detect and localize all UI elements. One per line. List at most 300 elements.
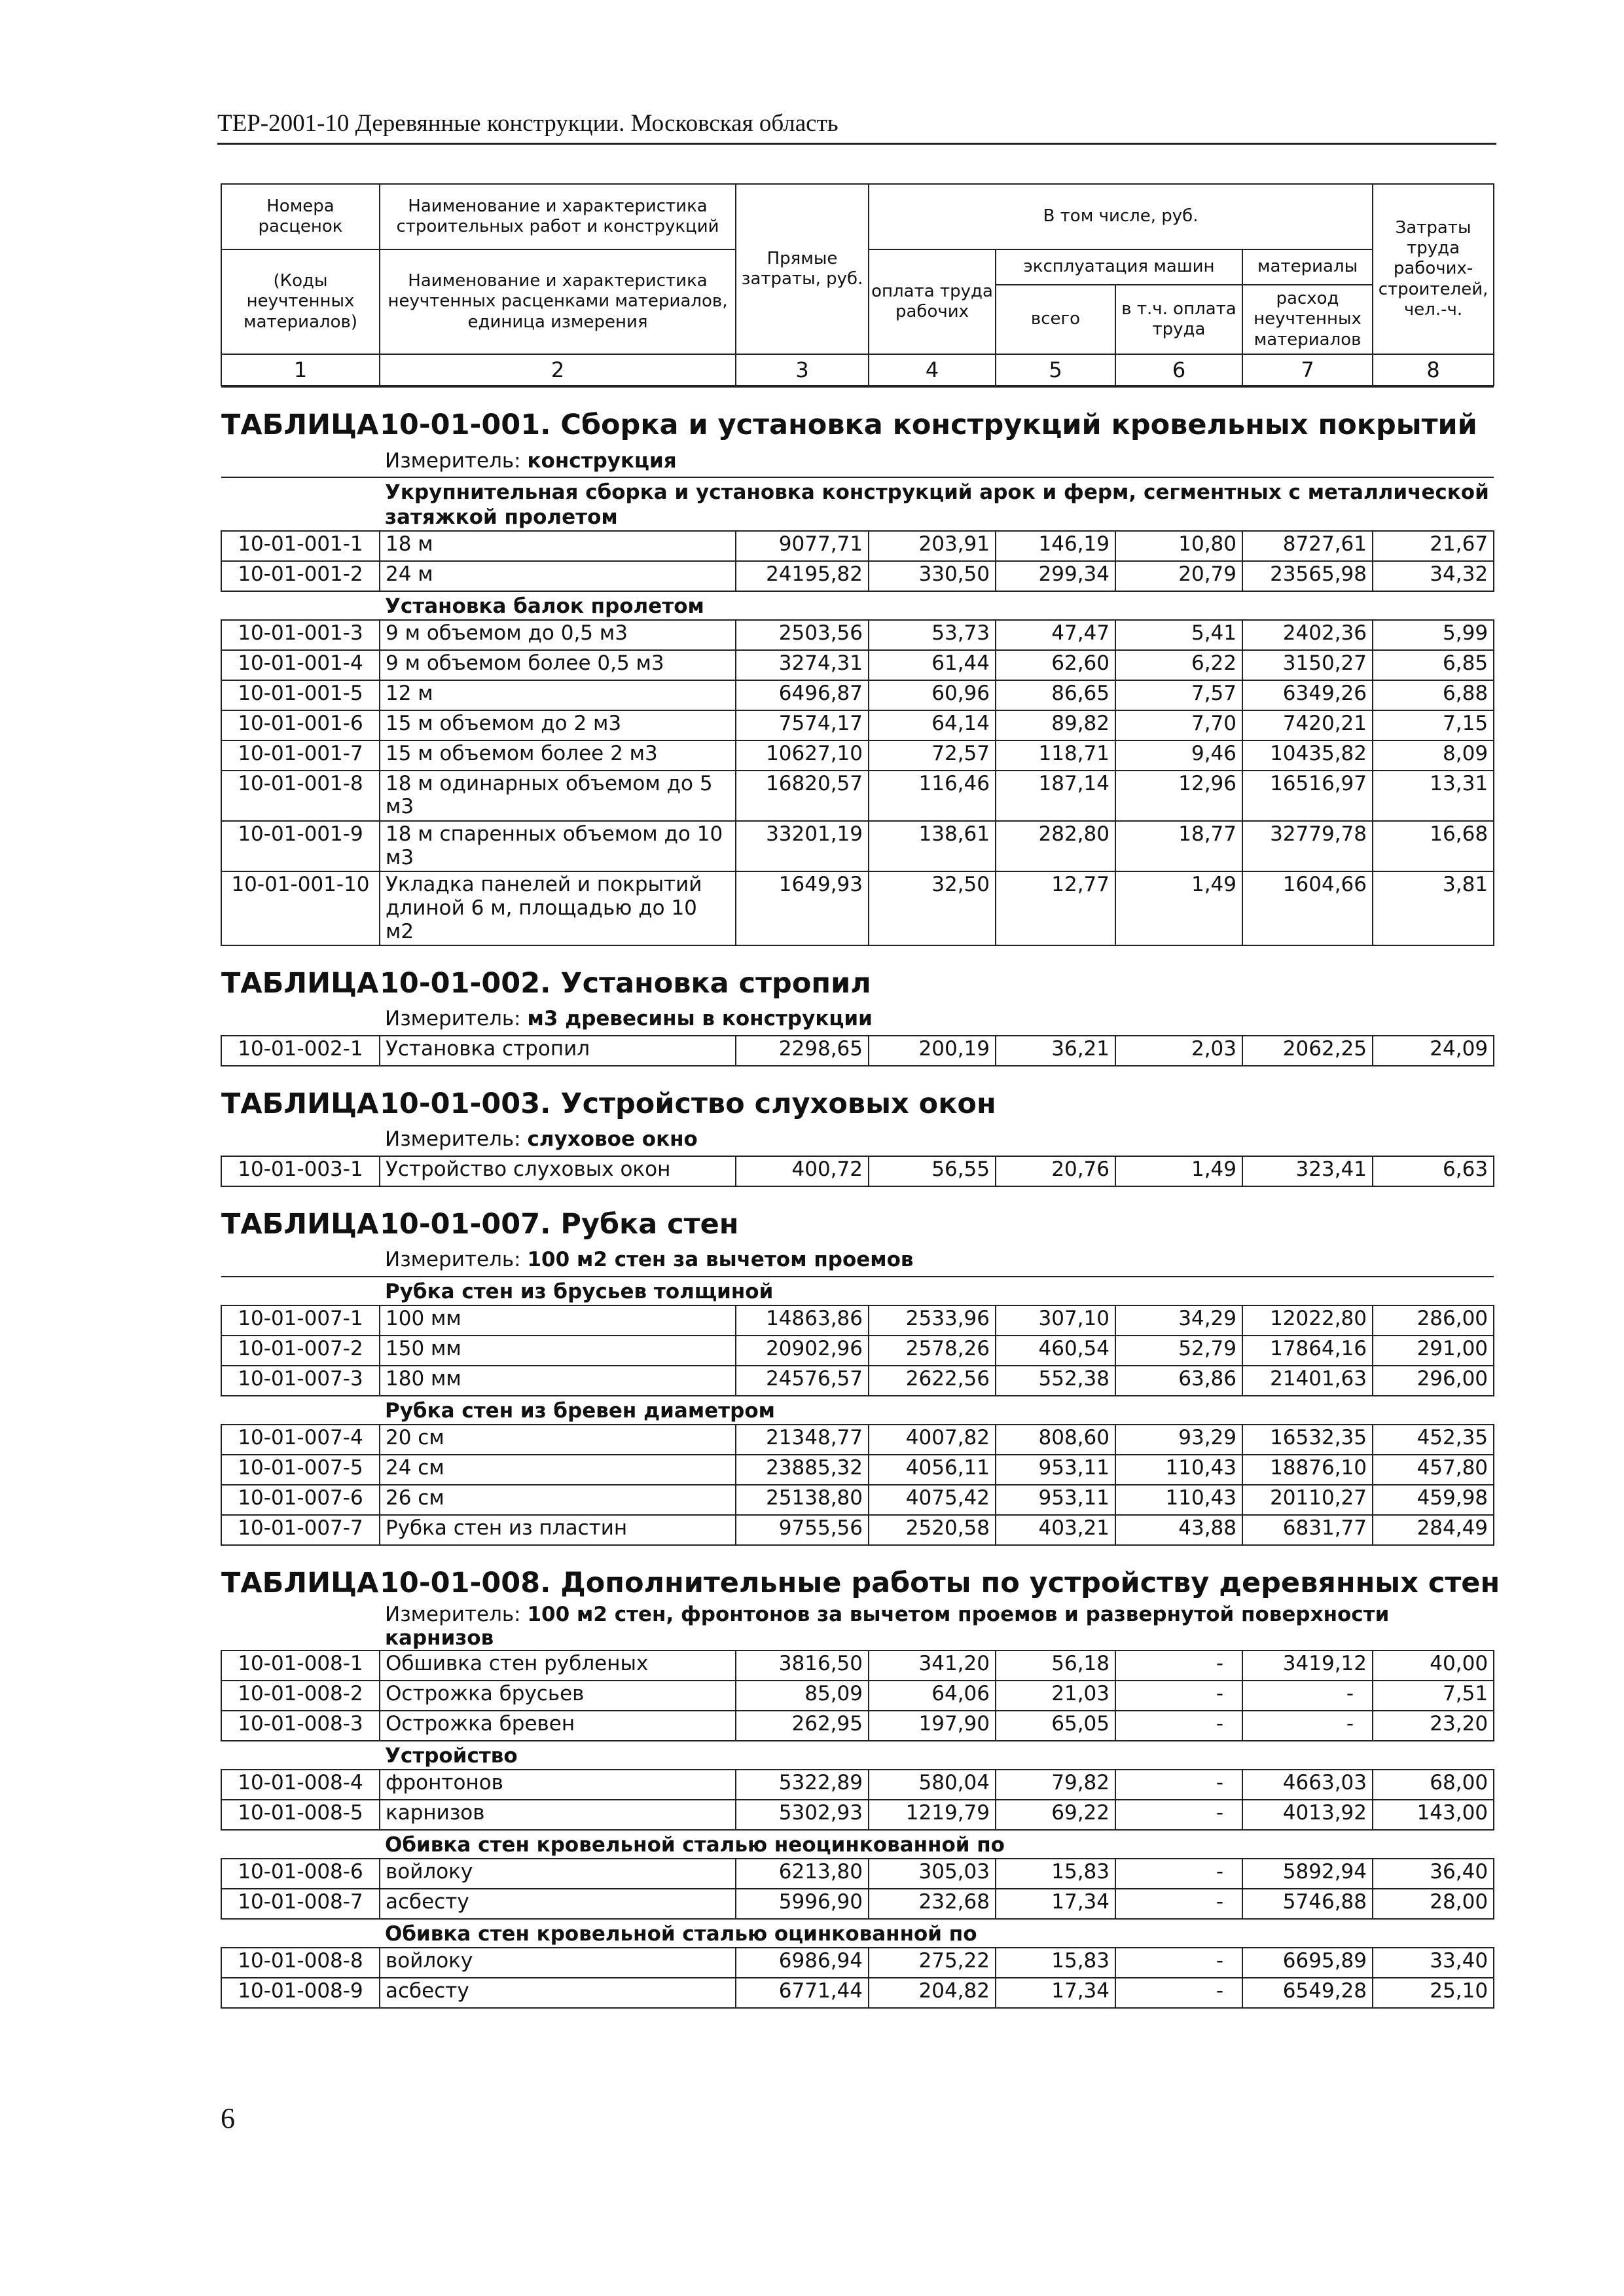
table-title-row — [221, 1066, 1494, 1124]
machines-total: 307,10 — [996, 1305, 1115, 1336]
table-row — [221, 1336, 1494, 1366]
col-number: 5 — [996, 354, 1115, 386]
wages: 2578,26 — [869, 1336, 996, 1366]
unit-label: Измеритель: — [385, 1007, 521, 1031]
price-body — [221, 386, 1500, 2008]
labor-costs: 284,49 — [1373, 1515, 1494, 1545]
rate-code: 10-01-008-6 — [221, 1859, 380, 1889]
work-description: Острожка бревен — [380, 1711, 736, 1741]
machines-wages: 2,03 — [1115, 1036, 1242, 1066]
work-description: войлоку — [380, 1948, 736, 1978]
table-row — [221, 1770, 1494, 1800]
table-title-row — [221, 945, 1494, 1004]
work-description: 18 м — [380, 531, 736, 561]
machines-total: 69,22 — [996, 1800, 1115, 1830]
wages: 60,96 — [869, 680, 996, 710]
table-row — [221, 1650, 1494, 1681]
labor-costs: 457,80 — [1373, 1455, 1494, 1485]
labor-costs: 291,00 — [1373, 1336, 1494, 1366]
work-description: 180 мм — [380, 1366, 736, 1396]
unit-value: слуховое окно — [527, 1127, 698, 1152]
rate-code: 10-01-007-2 — [221, 1336, 380, 1366]
work-description: фронтонов — [380, 1770, 736, 1800]
machines-wages: - — [1115, 1650, 1242, 1681]
direct-costs: 9755,56 — [736, 1515, 869, 1545]
work-description: 15 м объемом до 2 м3 — [380, 710, 736, 740]
materials: 23565,98 — [1242, 561, 1373, 591]
table-row — [221, 710, 1494, 740]
machines-total: 20,76 — [996, 1156, 1115, 1186]
direct-costs: 1649,93 — [736, 871, 869, 945]
rate-code: 10-01-002-1 — [221, 1036, 380, 1066]
labor-costs: 24,09 — [1373, 1036, 1494, 1066]
wages: 64,14 — [869, 710, 996, 740]
machines-wages: 10,80 — [1115, 531, 1242, 561]
table-row — [221, 1305, 1494, 1336]
table-title — [221, 1088, 1494, 1124]
labor-costs: 36,40 — [1373, 1859, 1494, 1889]
group-title-row — [221, 1830, 1494, 1859]
rate-code: 10-01-001-8 — [221, 771, 380, 821]
page-number: 6 — [221, 2102, 235, 2134]
col-number: 3 — [736, 354, 869, 386]
machines-wages: 18,77 — [1115, 821, 1242, 871]
machines-total: 118,71 — [996, 740, 1115, 771]
direct-costs: 5322,89 — [736, 1770, 869, 1800]
group-title: Обивка стен кровельной сталью неоцинкованной по — [221, 1830, 1494, 1859]
machines-wages: 34,29 — [1115, 1305, 1242, 1336]
wages: 200,19 — [869, 1036, 996, 1066]
work-description: 12 м — [380, 680, 736, 710]
wages: 138,61 — [869, 821, 996, 871]
table-row — [221, 1485, 1494, 1515]
header-codes: Номера расценок — [221, 184, 380, 249]
labor-costs: 13,31 — [1373, 771, 1494, 821]
col-number: 4 — [869, 354, 996, 386]
direct-costs: 6986,94 — [736, 1948, 869, 1978]
unit-row — [221, 1124, 1494, 1156]
direct-costs: 2503,56 — [736, 620, 869, 650]
table-row — [221, 1156, 1494, 1186]
machines-wages: - — [1115, 1711, 1242, 1741]
rate-code: 10-01-001-9 — [221, 821, 380, 871]
wages: 53,73 — [869, 620, 996, 650]
header-labor-costs: Затраты труда рабочих-строителей, чел.-ч. — [1373, 184, 1494, 354]
work-description: Укладка панелей и покрытий длиной 6 м, площадью до 10 м2 — [380, 871, 736, 945]
labor-costs: 6,63 — [1373, 1156, 1494, 1186]
wages: 1219,79 — [869, 1800, 996, 1830]
labor-costs: 5,99 — [1373, 620, 1494, 650]
work-description: Острожка брусьев — [380, 1681, 736, 1711]
machines-wages: 93,29 — [1115, 1425, 1242, 1455]
wages: 4075,42 — [869, 1485, 996, 1515]
column-header — [221, 183, 1494, 386]
group-title: Установка балок пролетом — [221, 591, 1494, 620]
direct-costs: 7574,17 — [736, 710, 869, 740]
direct-costs: 25138,80 — [736, 1485, 869, 1515]
wages: 64,06 — [869, 1681, 996, 1711]
direct-costs: 262,95 — [736, 1711, 869, 1741]
group-title: Рубка стен из бревен диаметром — [221, 1396, 1494, 1425]
rate-code: 10-01-001-2 — [221, 561, 380, 591]
wages: 305,03 — [869, 1859, 996, 1889]
materials: 2402,36 — [1242, 620, 1373, 650]
machines-wages: - — [1115, 1948, 1242, 1978]
work-description: 24 м — [380, 561, 736, 591]
machines-total: 15,83 — [996, 1859, 1115, 1889]
unit-label: Измеритель: — [385, 1127, 521, 1152]
work-description: Устройство слуховых окон — [380, 1156, 736, 1186]
header-including: В том числе, руб. — [869, 184, 1373, 249]
table-row — [221, 1711, 1494, 1741]
direct-costs: 33201,19 — [736, 821, 869, 871]
work-description: 18 м спаренных объемом до 10 м3 — [380, 821, 736, 871]
machines-total: 299,34 — [996, 561, 1115, 591]
wages: 2520,58 — [869, 1515, 996, 1545]
labor-costs: 28,00 — [1373, 1889, 1494, 1919]
direct-costs: 9077,71 — [736, 531, 869, 561]
machines-wages: 43,88 — [1115, 1515, 1242, 1545]
group-title: Устройство — [221, 1741, 1494, 1770]
rate-code: 10-01-001-1 — [221, 531, 380, 561]
header-materials: материалы — [1242, 249, 1373, 285]
table-row — [221, 1859, 1494, 1889]
materials: - — [1242, 1711, 1373, 1741]
table-title-text: 10-01-001. Сборка и установка конструкций кровельных покрытий — [380, 408, 1477, 441]
wages: 61,44 — [869, 650, 996, 680]
work-description: асбесту — [380, 1978, 736, 2008]
work-description: 26 см — [380, 1485, 736, 1515]
materials: 32779,78 — [1242, 821, 1373, 871]
table-title — [221, 409, 1494, 445]
direct-costs: 6771,44 — [736, 1978, 869, 2008]
table-row — [221, 1889, 1494, 1919]
machines-total: 17,34 — [996, 1978, 1115, 2008]
labor-costs: 23,20 — [1373, 1711, 1494, 1741]
labor-costs: 143,00 — [1373, 1800, 1494, 1830]
header-machines: эксплуатация машин — [996, 249, 1242, 285]
work-description: 9 м объемом до 0,5 м3 — [380, 620, 736, 650]
direct-costs: 10627,10 — [736, 740, 869, 771]
table-row — [221, 1515, 1494, 1545]
table-title-row — [221, 1186, 1494, 1245]
unit-row — [221, 445, 1494, 477]
materials: 6831,77 — [1242, 1515, 1373, 1545]
price-table — [221, 183, 1500, 2009]
rate-code: 10-01-008-9 — [221, 1978, 380, 2008]
rate-code: 10-01-008-2 — [221, 1681, 380, 1711]
materials: 6695,89 — [1242, 1948, 1373, 1978]
rate-code: 10-01-007-4 — [221, 1425, 380, 1455]
materials: 3419,12 — [1242, 1650, 1373, 1681]
materials: 2062,25 — [1242, 1036, 1373, 1066]
rate-code: 10-01-001-3 — [221, 620, 380, 650]
table-title-text: 10-01-003. Устройство слуховых окон — [380, 1087, 996, 1120]
wages: 197,90 — [869, 1711, 996, 1741]
materials: 4663,03 — [1242, 1770, 1373, 1800]
machines-wages: - — [1115, 1770, 1242, 1800]
machines-total: 62,60 — [996, 650, 1115, 680]
col-number: 7 — [1242, 354, 1373, 386]
machines-total: 953,11 — [996, 1455, 1115, 1485]
table-title — [221, 1566, 1500, 1603]
materials: 10435,82 — [1242, 740, 1373, 771]
col-number: 1 — [221, 354, 380, 386]
wages: 330,50 — [869, 561, 996, 591]
rate-code: 10-01-007-7 — [221, 1515, 380, 1545]
direct-costs: 2298,65 — [736, 1036, 869, 1066]
machines-total: 187,14 — [996, 771, 1115, 821]
machines-total: 12,77 — [996, 871, 1115, 945]
table-title-row — [221, 387, 1494, 445]
direct-costs: 23885,32 — [736, 1455, 869, 1485]
table-row — [221, 620, 1494, 650]
work-description: 24 см — [380, 1455, 736, 1485]
table-label: ТАБЛИЦА — [221, 1207, 379, 1241]
machines-total: 460,54 — [996, 1336, 1115, 1366]
direct-costs: 20902,96 — [736, 1336, 869, 1366]
unit-label: Измеритель: — [385, 448, 521, 473]
wages: 2622,56 — [869, 1366, 996, 1396]
wages: 32,50 — [869, 871, 996, 945]
group-title: Укрупнительная сборка и установка конструкций арок и ферм, сегментных с металлической затяжкой пролетом — [221, 477, 1494, 531]
materials: 16532,35 — [1242, 1425, 1373, 1455]
materials: 17864,16 — [1242, 1336, 1373, 1366]
labor-costs: 7,51 — [1373, 1681, 1494, 1711]
labor-costs: 25,10 — [1373, 1978, 1494, 2008]
table-label: ТАБЛИЦА — [221, 1087, 379, 1120]
machines-wages: 7,70 — [1115, 710, 1242, 740]
materials: 3150,27 — [1242, 650, 1373, 680]
table-row — [221, 1948, 1494, 1978]
machines-total: 17,34 — [996, 1889, 1115, 1919]
machines-total: 65,05 — [996, 1711, 1115, 1741]
machines-total: 86,65 — [996, 680, 1115, 710]
rate-code: 10-01-001-5 — [221, 680, 380, 710]
labor-costs: 6,85 — [1373, 650, 1494, 680]
materials: 21401,63 — [1242, 1366, 1373, 1396]
header-machines-total: всего — [996, 285, 1115, 354]
work-description: 18 м одинарных объемом до 5 м3 — [380, 771, 736, 821]
table-row — [221, 1036, 1494, 1066]
materials: 4013,92 — [1242, 1800, 1373, 1830]
col-number: 6 — [1115, 354, 1242, 386]
machines-wages: - — [1115, 1800, 1242, 1830]
table-label: ТАБЛИЦА — [221, 1566, 379, 1599]
work-description: 150 мм — [380, 1336, 736, 1366]
col-number: 2 — [380, 354, 736, 386]
machines-wages: 6,22 — [1115, 650, 1242, 680]
wages: 275,22 — [869, 1948, 996, 1978]
header-direct-costs: Прямые затраты, руб. — [736, 184, 869, 354]
machines-wages: 9,46 — [1115, 740, 1242, 771]
work-description: 20 см — [380, 1425, 736, 1455]
machines-wages: 20,79 — [1115, 561, 1242, 591]
unit-label: Измеритель: — [385, 1602, 521, 1626]
materials: 6549,28 — [1242, 1978, 1373, 2008]
header-name: Наименование и характеристика строительных работ и конструкций — [380, 184, 736, 249]
materials: 1604,66 — [1242, 871, 1373, 945]
unit-value: конструкция — [527, 448, 677, 473]
header-machines-wages: в т.ч. оплата труда — [1115, 285, 1242, 354]
header-name-alt: Наименование и характеристика неучтенных расценками материалов, единица измерения — [380, 249, 736, 354]
labor-costs: 16,68 — [1373, 821, 1494, 871]
machines-total: 21,03 — [996, 1681, 1115, 1711]
machines-total: 79,82 — [996, 1770, 1115, 1800]
table-title-text: 10-01-007. Рубка стен — [380, 1207, 739, 1241]
machines-wages: - — [1115, 1889, 1242, 1919]
wages: 56,55 — [869, 1156, 996, 1186]
direct-costs: 5996,90 — [736, 1889, 869, 1919]
machines-total: 953,11 — [996, 1485, 1115, 1515]
labor-costs: 296,00 — [1373, 1366, 1494, 1396]
rate-code: 10-01-007-5 — [221, 1455, 380, 1485]
machines-wages: - — [1115, 1681, 1242, 1711]
table-row — [221, 650, 1494, 680]
table-row — [221, 680, 1494, 710]
group-title: Рубка стен из брусьев толщиной — [221, 1277, 1494, 1305]
table-row — [221, 1978, 1494, 2008]
materials: 5892,94 — [1242, 1859, 1373, 1889]
table-title-text: 10-01-008. Дополнительные работы по устройству деревянных стен — [380, 1566, 1500, 1599]
labor-costs: 21,67 — [1373, 531, 1494, 561]
materials: 16516,97 — [1242, 771, 1373, 821]
col-number: 8 — [1373, 354, 1494, 386]
rate-code: 10-01-001-10 — [221, 871, 380, 945]
direct-costs: 400,72 — [736, 1156, 869, 1186]
materials: 6349,26 — [1242, 680, 1373, 710]
wages: 203,91 — [869, 531, 996, 561]
labor-costs: 34,32 — [1373, 561, 1494, 591]
rate-code: 10-01-008-5 — [221, 1800, 380, 1830]
wages: 580,04 — [869, 1770, 996, 1800]
wages: 4056,11 — [869, 1455, 996, 1485]
wages: 341,20 — [869, 1650, 996, 1681]
table-row — [221, 531, 1494, 561]
labor-costs: 33,40 — [1373, 1948, 1494, 1978]
table-row — [221, 1800, 1494, 1830]
wages: 4007,82 — [869, 1425, 996, 1455]
work-description: 100 мм — [380, 1305, 736, 1336]
labor-costs: 68,00 — [1373, 1770, 1494, 1800]
machines-total: 282,80 — [996, 821, 1115, 871]
group-title-row — [221, 1396, 1494, 1425]
table-row — [221, 1425, 1494, 1455]
machines-total: 552,38 — [996, 1366, 1115, 1396]
rate-code: 10-01-008-4 — [221, 1770, 380, 1800]
direct-costs: 21348,77 — [736, 1425, 869, 1455]
work-description: войлоку — [380, 1859, 736, 1889]
labor-costs: 452,35 — [1373, 1425, 1494, 1455]
unit-row — [221, 1004, 1494, 1036]
labor-costs: 7,15 — [1373, 710, 1494, 740]
direct-costs: 3274,31 — [736, 650, 869, 680]
machines-total: 56,18 — [996, 1650, 1115, 1681]
machines-total: 47,47 — [996, 620, 1115, 650]
materials: - — [1242, 1681, 1373, 1711]
wages: 204,82 — [869, 1978, 996, 2008]
group-title-row — [221, 1741, 1494, 1770]
unit-value: м3 древесины в конструкции — [527, 1007, 873, 1031]
direct-costs: 14863,86 — [736, 1305, 869, 1336]
labor-costs: 286,00 — [1373, 1305, 1494, 1336]
work-description: асбесту — [380, 1889, 736, 1919]
materials: 7420,21 — [1242, 710, 1373, 740]
machines-total: 808,60 — [996, 1425, 1115, 1455]
table-label: ТАБЛИЦА — [221, 966, 379, 1000]
rate-code: 10-01-001-7 — [221, 740, 380, 771]
group-title-row — [221, 591, 1494, 620]
direct-costs: 16820,57 — [736, 771, 869, 821]
materials: 8727,61 — [1242, 531, 1373, 561]
work-description: Рубка стен из пластин — [380, 1515, 736, 1545]
group-title-row — [221, 1277, 1494, 1305]
table-title — [221, 1209, 1494, 1245]
machines-wages: - — [1115, 1859, 1242, 1889]
wages: 116,46 — [869, 771, 996, 821]
direct-costs: 6213,80 — [736, 1859, 869, 1889]
rate-code: 10-01-008-3 — [221, 1711, 380, 1741]
materials: 20110,27 — [1242, 1485, 1373, 1515]
machines-wages: 110,43 — [1115, 1455, 1242, 1485]
running-head — [217, 110, 1496, 145]
rate-code: 10-01-008-7 — [221, 1889, 380, 1919]
machines-wages: 5,41 — [1115, 620, 1242, 650]
unit-label: Измеритель: — [385, 1248, 521, 1272]
header-codes-alt: (Коды неучтенных материалов) — [221, 249, 380, 354]
table-title-text: 10-01-002. Установка стропил — [380, 966, 871, 1000]
direct-costs: 5302,93 — [736, 1800, 869, 1830]
group-title: Обивка стен кровельной сталью оцинкованной по — [221, 1919, 1494, 1948]
group-title-row — [221, 1919, 1494, 1948]
table-row — [221, 771, 1494, 821]
machines-wages: 12,96 — [1115, 771, 1242, 821]
rate-code: 10-01-007-6 — [221, 1485, 380, 1515]
materials: 18876,10 — [1242, 1455, 1373, 1485]
rate-code: 10-01-001-6 — [221, 710, 380, 740]
work-description: 15 м объемом более 2 м3 — [380, 740, 736, 771]
work-description: Установка стропил — [380, 1036, 736, 1066]
labor-costs: 459,98 — [1373, 1485, 1494, 1515]
work-description: 9 м объемом более 0,5 м3 — [380, 650, 736, 680]
rate-code: 10-01-007-1 — [221, 1305, 380, 1336]
direct-costs: 6496,87 — [736, 680, 869, 710]
labor-costs: 6,88 — [1373, 680, 1494, 710]
labor-costs: 3,81 — [1373, 871, 1494, 945]
unit-row — [221, 1245, 1494, 1277]
rate-code: 10-01-008-8 — [221, 1948, 380, 1978]
machines-total: 403,21 — [996, 1515, 1115, 1545]
unit-row — [221, 1603, 1494, 1650]
table-row — [221, 821, 1494, 871]
table-row — [221, 871, 1494, 945]
machines-total: 89,82 — [996, 710, 1115, 740]
table-title — [221, 968, 1494, 1004]
group-title-row — [221, 477, 1494, 531]
rate-code: 10-01-003-1 — [221, 1156, 380, 1186]
table-row — [221, 561, 1494, 591]
wages: 72,57 — [869, 740, 996, 771]
labor-costs: 8,09 — [1373, 740, 1494, 771]
running-title: ТЕР-2001-10 Деревянные конструкции. Московская область — [217, 110, 839, 137]
machines-total: 146,19 — [996, 531, 1115, 561]
header-wages: оплата труда рабочих — [869, 249, 996, 354]
materials: 323,41 — [1242, 1156, 1373, 1186]
machines-wages: 1,49 — [1115, 871, 1242, 945]
wages: 2533,96 — [869, 1305, 996, 1336]
wages: 232,68 — [869, 1889, 996, 1919]
machines-wages: 63,86 — [1115, 1366, 1242, 1396]
